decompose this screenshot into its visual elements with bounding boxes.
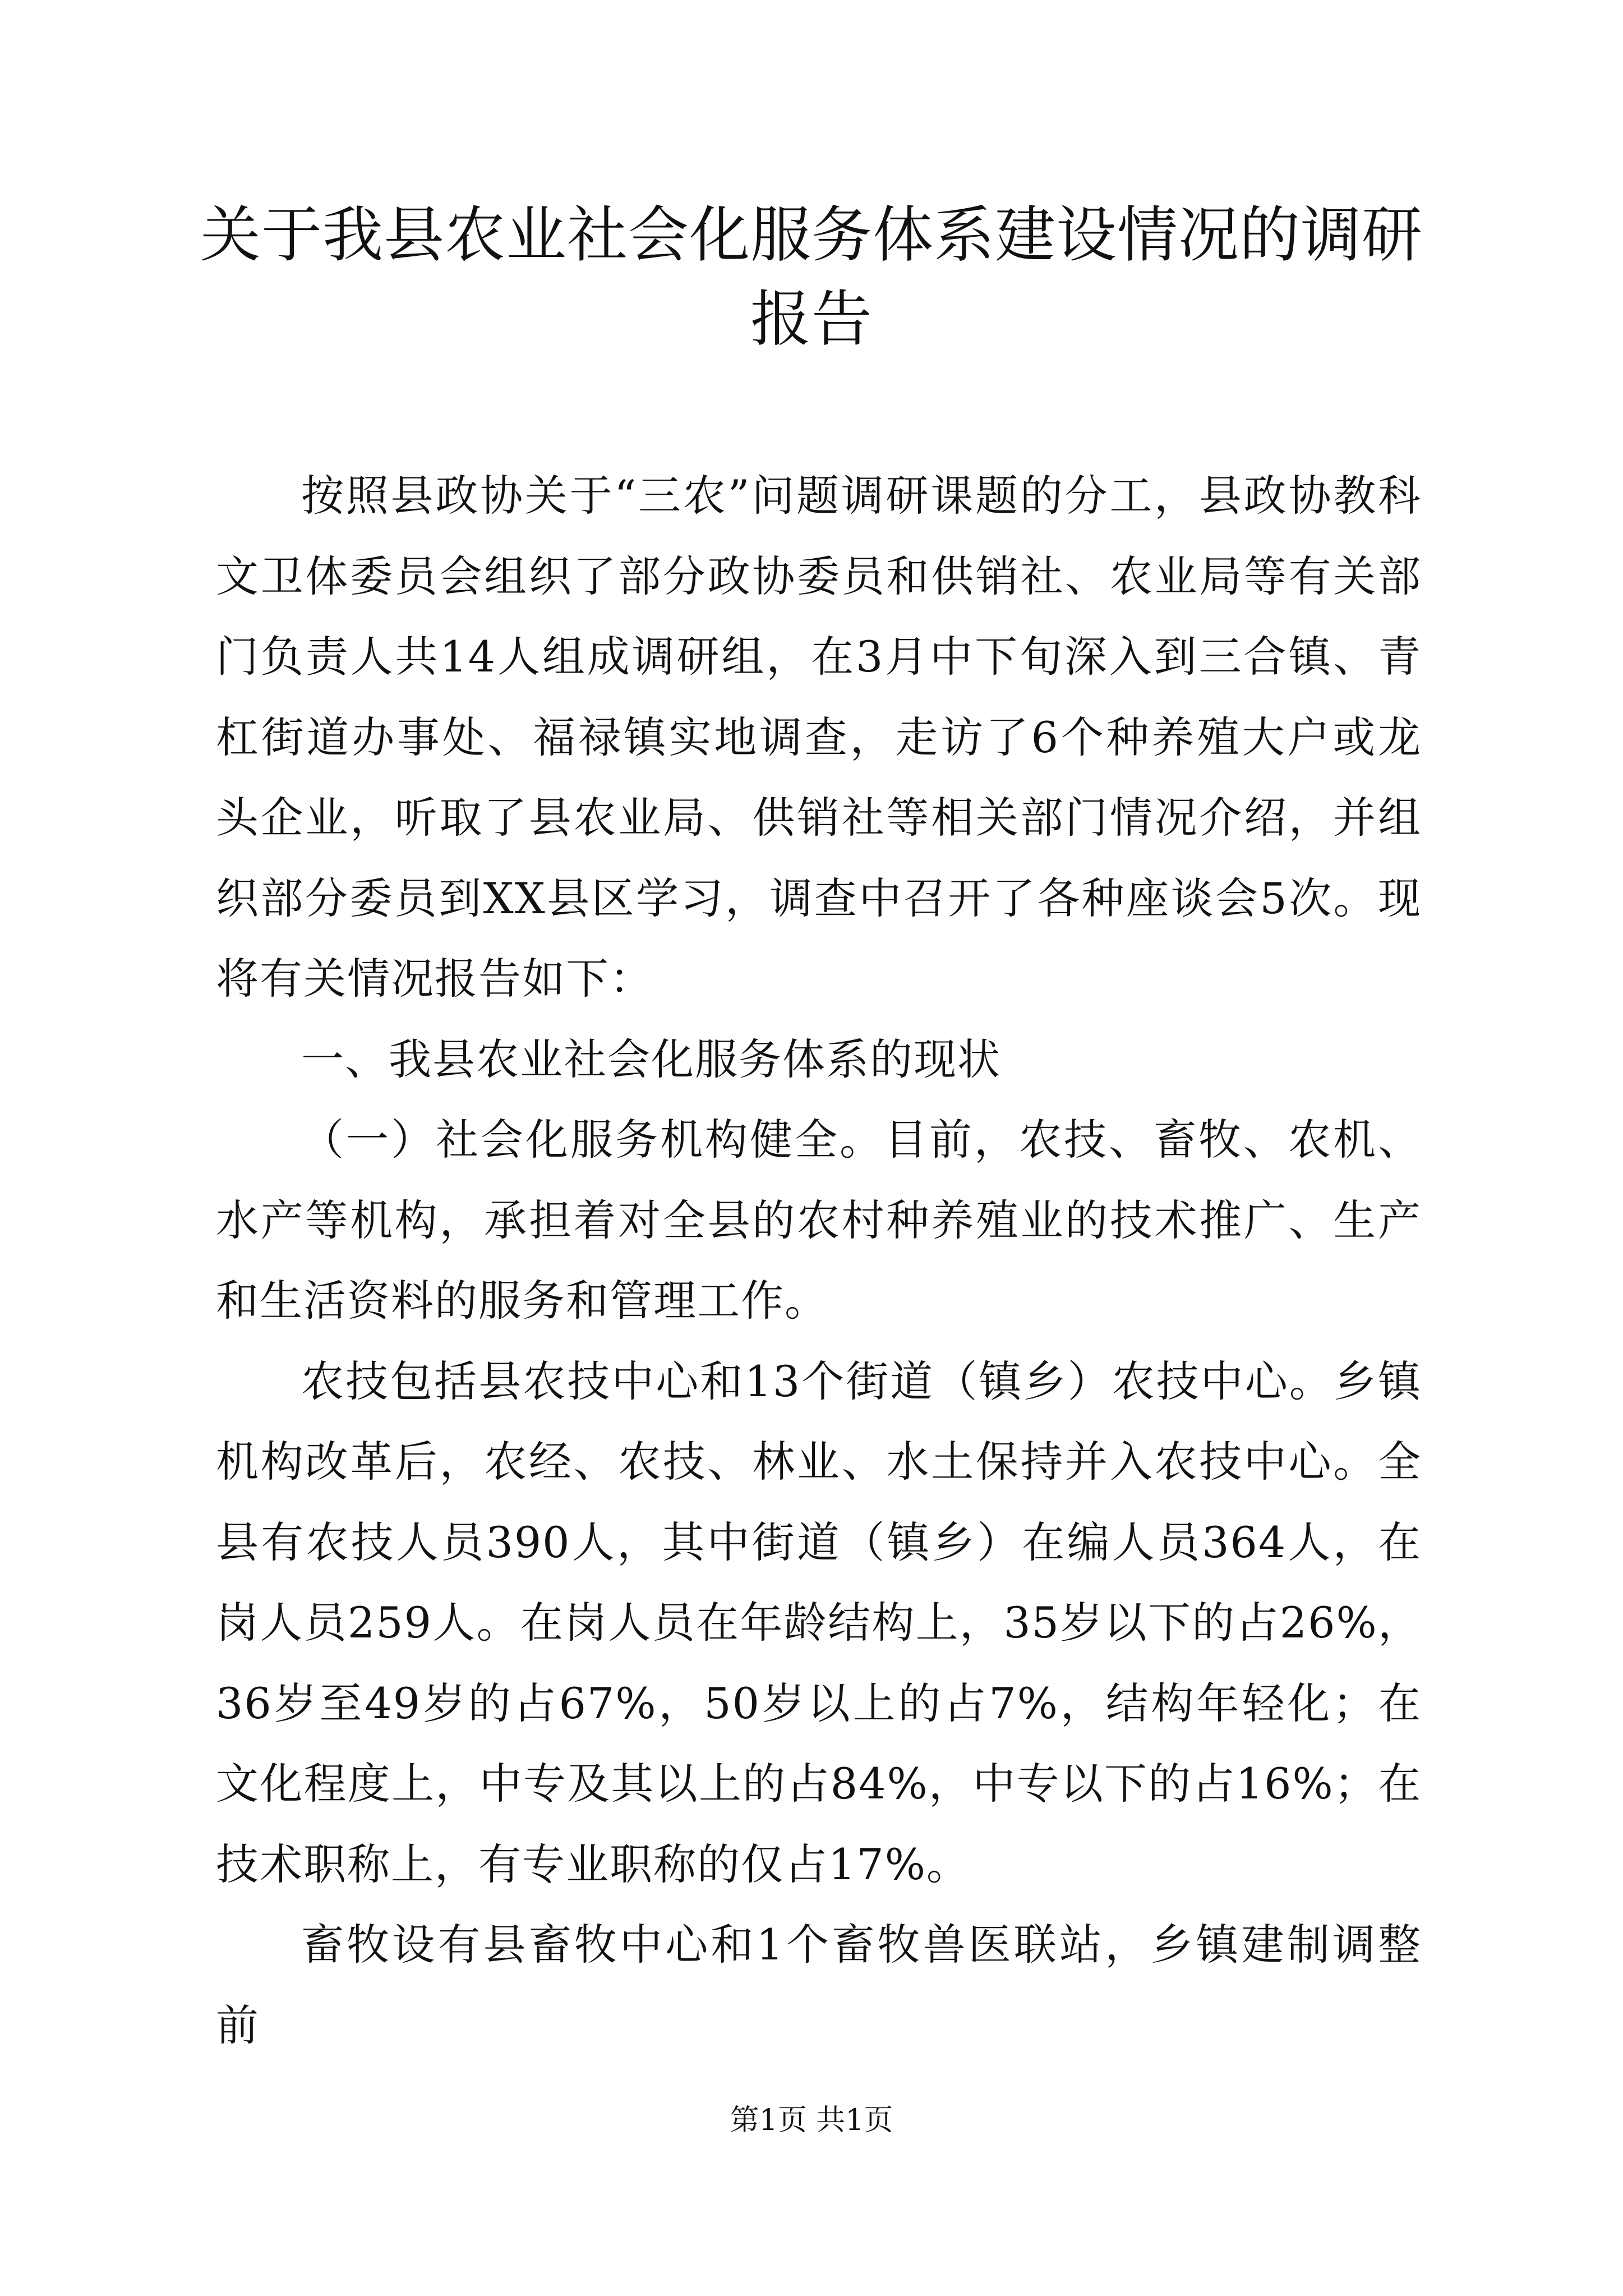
page-footer: 第1页 共1页: [730, 2104, 893, 2137]
paragraph-service-institutions: （一）社会化服务机构健全。目前，农技、畜牧、农机、水产等机构，承担着对全县的农村种养殖业的技术推广、生产和生活资料的服务和管理工作。: [216, 1115, 1422, 1326]
section-heading-current-status: 一、我县农业社会化服务体系的现状: [301, 1034, 1001, 1084]
document-body: [216, 455, 1422, 2065]
paragraph-agri-tech: 农技包括县农技中心和13个街道（镇乡）农技中心。乡镇机构改革后，农经、农技、林业、水土保持并入农技中心。全县有农技人员390人，其中街道（镇乡）在编人员364人，在岗人员259人。在岗人员在年龄结构上，35岁以下的占26%，36岁至49岁的占67%，50岁以上的占7%，结构年轻化；在文化程度上，中专及其以上的占84%，中专以下的占16%；在技术职称上，有专业职称的仅占17%。: [216, 1356, 1422, 1889]
document-title: 关于我县农业社会化服务体系建设情况的调研报告: [200, 200, 1423, 355]
paragraph-animal-husbandry: 畜牧设有县畜牧中心和1个畜牧兽医联站，乡镇建制调整前: [216, 1920, 1422, 2050]
paragraph-intro: 按照县政协关于“三农”问题调研课题的分工，县政协教科文卫体委员会组织了部分政协委员和供销社、农业局等有关部门负责人共14人组成调研组，在3月中下旬深入到三合镇、青杠街道办事处、福禄镇实地调查，走访了6个种养殖大户或龙头企业，听取了县农业局、供销社等相关部门情况介绍，并组织部分委员到XX县区学习，调查中召开了各种座谈会5次。现将有关情况报告如下：: [216, 471, 1422, 1004]
